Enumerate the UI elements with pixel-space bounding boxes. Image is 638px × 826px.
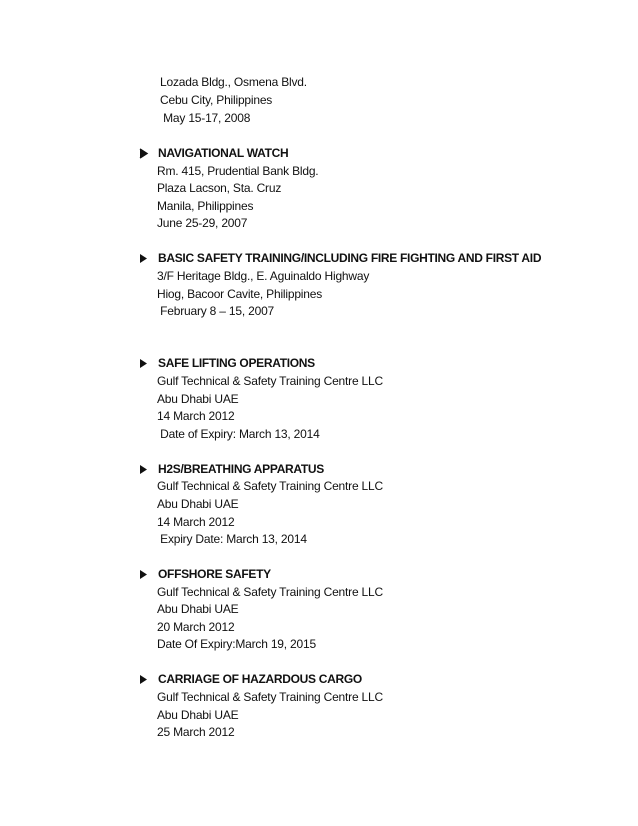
- section-line: 14 March 2012: [157, 409, 235, 423]
- section-line: Abu Dhabi UAE: [157, 708, 239, 722]
- intro-line: May 15-17, 2008: [160, 111, 251, 125]
- section-line: Gulf Technical & Safety Training Centre LLC: [157, 479, 383, 493]
- intro-line: Cebu City, Philippines: [160, 93, 273, 107]
- section-line: Expiry Date: March 13, 2014: [157, 532, 307, 546]
- section-line: 14 March 2012: [157, 515, 235, 529]
- section-line: June 25-29, 2007: [157, 216, 248, 230]
- section-line: 20 March 2012: [157, 620, 235, 634]
- section-line: Rm. 415, Prudential Bank Bldg.: [157, 164, 319, 178]
- arrow-bullet-icon: [138, 355, 152, 373]
- arrow-bullet-icon: [138, 250, 152, 268]
- section-heading: OFFSHORE SAFETY: [158, 567, 271, 581]
- arrow-bullet-icon: [138, 461, 152, 479]
- intro-line: Lozada Bldg., Osmena Blvd.: [160, 75, 307, 89]
- arrow-bullet-icon: [138, 566, 152, 584]
- section-line: 25 March 2012: [157, 725, 235, 739]
- section-line: Gulf Technical & Safety Training Centre LLC: [157, 690, 383, 704]
- section-line: Abu Dhabi UAE: [157, 497, 239, 511]
- arrow-bullet-icon: [138, 671, 152, 689]
- section-heading: NAVIGATIONAL WATCH: [158, 146, 289, 160]
- section-line: Plaza Lacson, Sta. Cruz: [157, 181, 282, 195]
- section-heading: SAFE LIFTING OPERATIONS: [158, 356, 315, 370]
- section-heading: BASIC SAFETY TRAINING/INCLUDING FIRE FIGHTING AND FIRST AID: [158, 251, 542, 265]
- section-heading: CARRIAGE OF HAZARDOUS CARGO: [158, 672, 362, 686]
- section-heading: H2S/BREATHING APPARATUS: [158, 462, 324, 476]
- section-line: Abu Dhabi UAE: [157, 392, 239, 406]
- section-line: Hiog, Bacoor Cavite, Philippines: [157, 287, 323, 301]
- section-line: Date of Expiry: March 13, 2014: [157, 427, 320, 441]
- section-line: Date Of Expiry:March 19, 2015: [157, 637, 316, 651]
- section-line: Manila, Philippines: [157, 199, 254, 213]
- section-line: Gulf Technical & Safety Training Centre LLC: [157, 585, 383, 599]
- section-line: February 8 – 15, 2007: [157, 304, 275, 318]
- section-line: Abu Dhabi UAE: [157, 602, 239, 616]
- arrow-bullet-icon: [138, 145, 152, 163]
- section-line: Gulf Technical & Safety Training Centre LLC: [157, 374, 383, 388]
- section-line: 3/F Heritage Bldg., E. Aguinaldo Highway: [157, 269, 370, 283]
